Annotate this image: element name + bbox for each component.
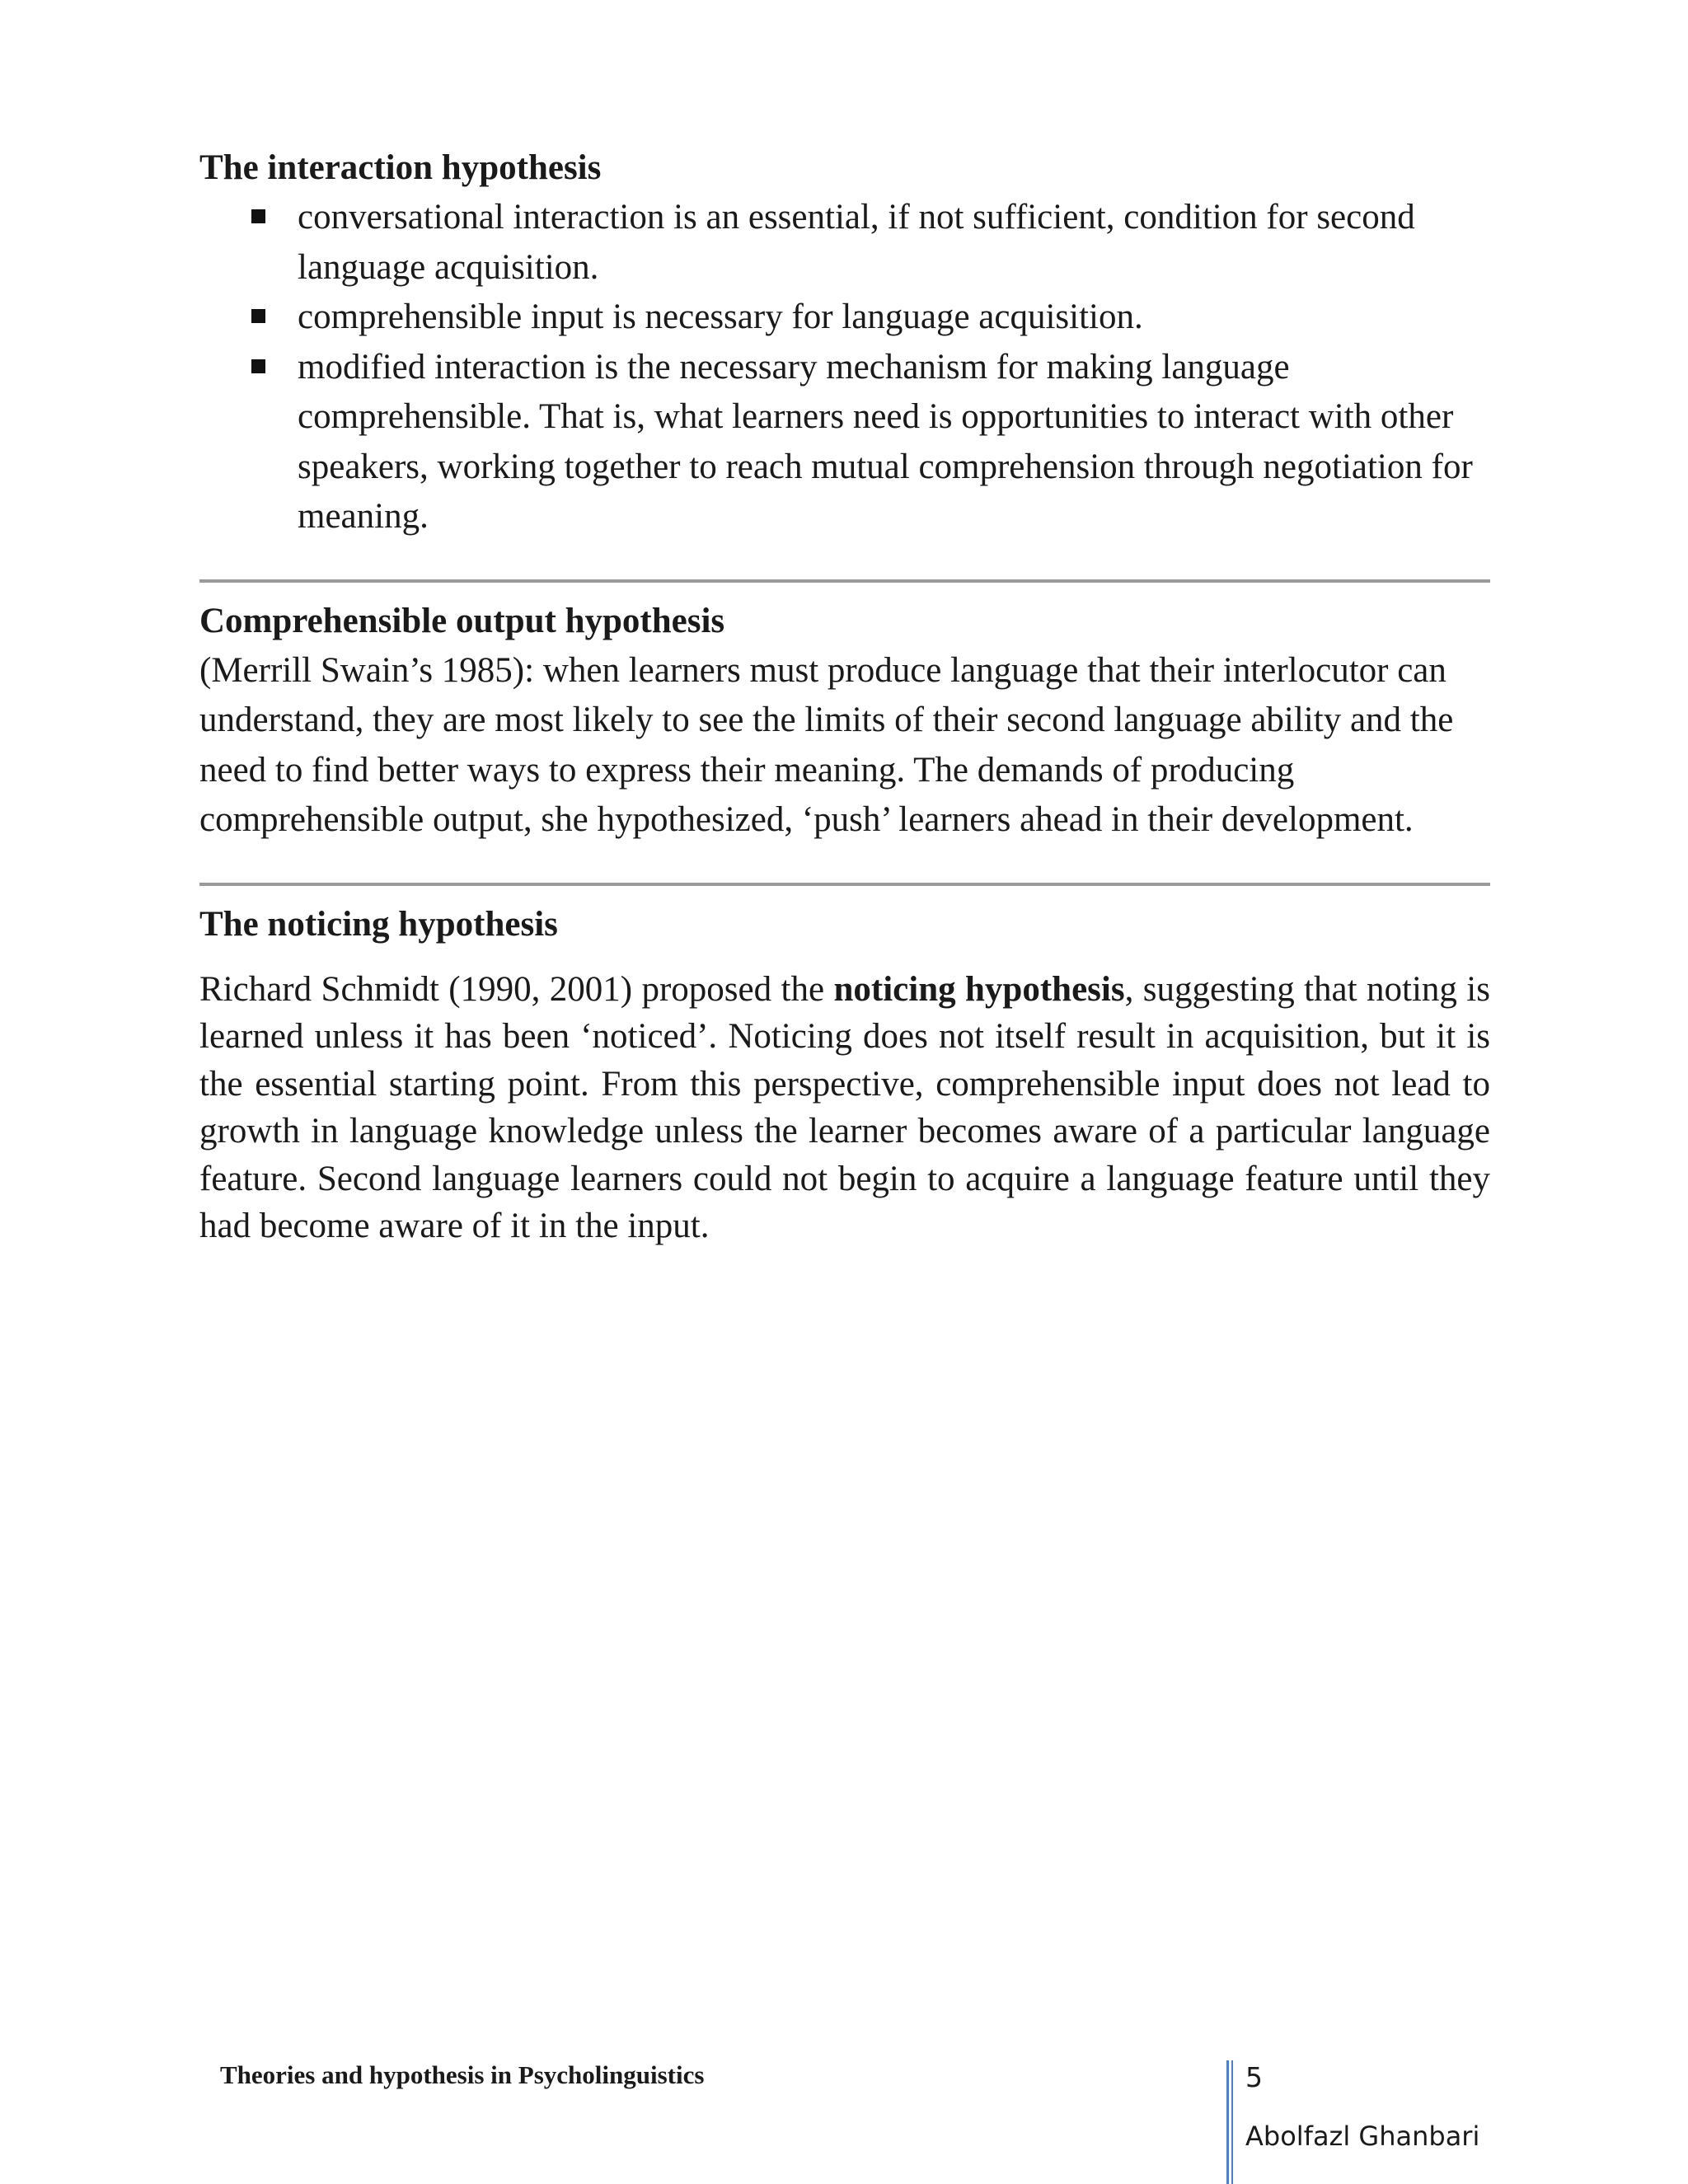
bullet-text: modified interaction is the necessary mechanism for making language comprehensible. That is, what learners need is opportunities to interact with other speakers, working together to reach mutual comprehension through negotiation for meaning. [298,347,1473,536]
list-item [199,293,1490,343]
noticing-hypothesis-paragraph [199,966,1490,1250]
page-content [199,143,1490,1250]
list-item [199,193,1490,293]
interaction-bullet-list [199,193,1490,542]
list-item [199,343,1490,542]
bullet-text: conversational interaction is an essential, if not sufficient, condition for second language acquisition. [298,198,1415,287]
footer-divider-line [1226,2060,1229,2184]
paragraph-text: Richard Schmidt (1990, 2001) proposed the [199,969,834,1009]
square-bullet-icon [251,359,265,373]
page-number: 5 [1245,2061,1263,2093]
square-bullet-icon [251,209,265,223]
footer-divider [1226,2060,1235,2184]
noticing-hypothesis-heading: The noticing hypothesis [199,904,558,944]
square-bullet-icon [251,309,265,323]
emphasized-term: noticing hypothesis [833,969,1125,1009]
paragraph-text: , suggesting that noting is learned unless it has been ‘noticed’. Noticing does not itself result in acquisition, but it is the essential starting point. From this perspective, comprehensible input does not lead to growth in language knowledge unless the learner becomes aware of a particular language feature. Second language learners could not begin to acquire a language feature until they had become aware of it in the input. [199,969,1490,1245]
footer-title: Theories and hypothesis in Psycholinguistics [220,2060,705,2089]
output-hypothesis-heading: Comprehensible output hypothesis [199,601,725,640]
bullet-text: comprehensible input is necessary for language acquisition. [298,298,1143,336]
footer-author: Abolfazl Ghanbari [1245,2121,1480,2152]
interaction-hypothesis-heading: The interaction hypothesis [199,148,602,187]
output-hypothesis-paragraph: (Merrill Swain’s 1985): when learners must produce language that their interlocutor can understand, they are most likely to see the limits of their second language ability and the need to find better ways to express their meaning. The demands of producing comprehensible output, she hypothesized, ‘push’ learners ahead in their development. [199,650,1454,839]
footer-divider-line [1231,2060,1233,2184]
